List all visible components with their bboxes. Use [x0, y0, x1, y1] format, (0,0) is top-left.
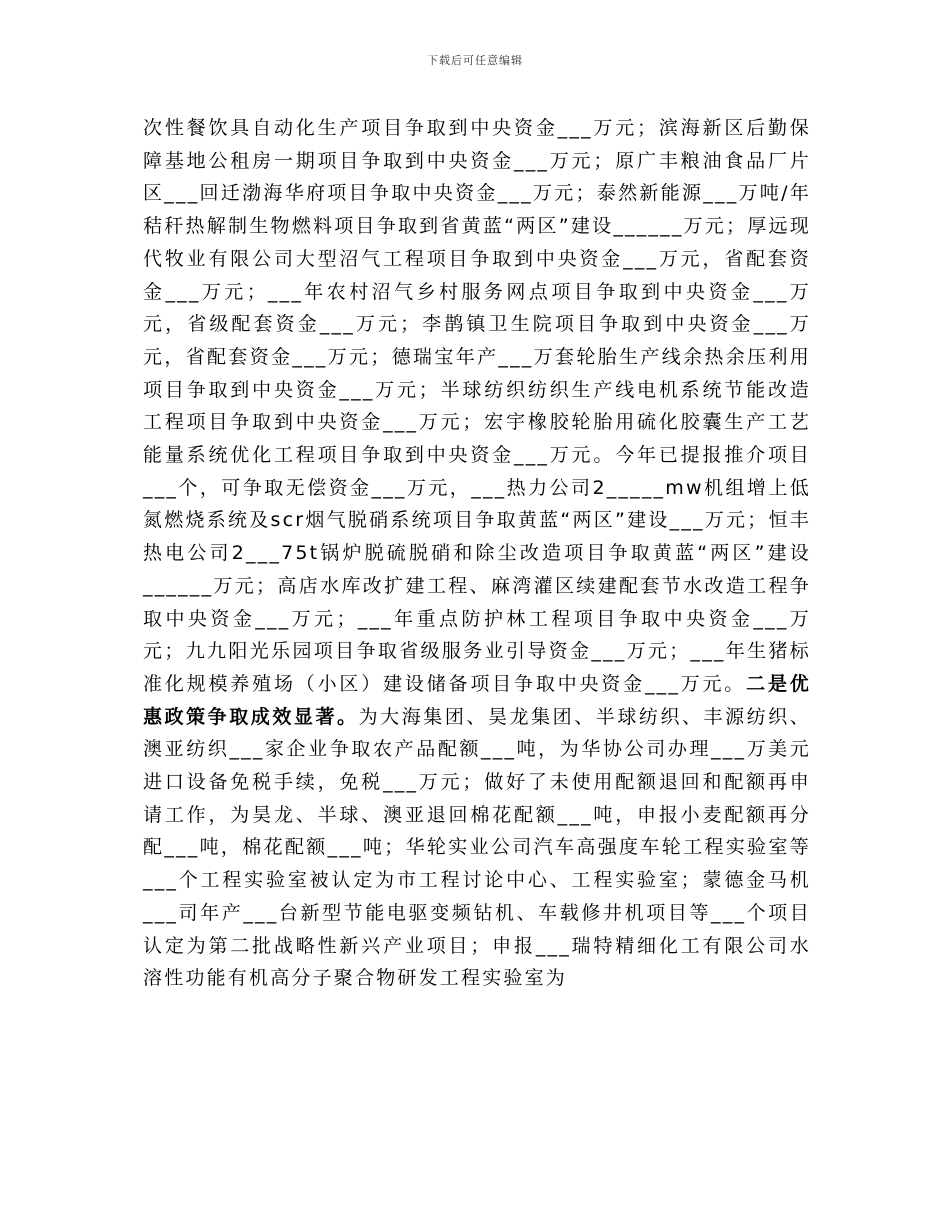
page-header: 下载后可任意编辑: [427, 54, 523, 67]
paragraph-text-1: 次性餐饮具自动化生产项目争取到中央资金___万元；滨海新区后勤保障基地公租房一期项目争取到中央资金___万元；原广丰粮油食品厂片区___回迁渤海华府项目争取中央资金___万元；泰然新能源___万吨/年秸秆热解制生物燃料项目争取到省黄蓝“两区”建设______万元；厚远现代牧业有限公司大型沼气工程项目争取到中央资金___万元，省配套资金___万元；___年农村沼气乡村服务网点项目争取到中央资金___万元，省级配套资金___万元；李鹊镇卫生院项目争取到中央资金___万元，省配套资金___万元；德瑞宝年产___万套轮胎生产线余热余压利用项目争取到中央资金___万元；半球纺织纺织生产线电机系统节能改造工程项目争取到中央资金___万元；宏宇橡胶轮胎用硫化胶囊生产工艺能量系统优化工程项目争取到中央资金___万元。今年已提报推介项目___个，可争取无偿资金___万元，___热力公司2_____mw机组增上低氮燃烧系统及scr烟气脱硝系统项目争取黄蓝“两区”建设___万元；恒丰热电公司2___75t锅炉脱硫脱硝和除尘改造项目争取黄蓝“两区”建设______万元；高店水库改扩建工程、麻湾灌区续建配套节水改造工程争取中央资金___万元；___年重点防护林工程项目争取中央资金___万元；九九阳光乐园项目争取省级服务业引导资金___万元；___年生猪标准化规模养殖场（小区）建设储备项目争取中央资金___万元。: [143, 117, 811, 695]
document-body: [143, 112, 811, 995]
bold-heading-2: 二是优惠政策争取成效显著。: [143, 672, 811, 728]
paragraph-text-2: 为大海集团、昊龙集团、半球纺织、丰源纺织、澳亚纺织___家企业争取农产品配额___吨，为华协公司办理___万美元进口设备免税手续，免税___万元；做好了未使用配额退回和配额再申请工作，为昊龙、半球、澳亚退回棉花配额___吨，申报小麦配额再分配___吨，棉花配额___吨；华轮实业公司汽车高强度车轮工程实验室等___个工程实验室被认定为市工程讨论中心、工程实验室；蒙德金马机___司年产___台新型节能电驱变频钻机、车载修井机项目等___个项目认定为第二批战略性新兴产业项目；申报___瑞特精细化工有限公司水溶性功能有机高分子聚合物研发工程实验室为: [143, 705, 811, 990]
